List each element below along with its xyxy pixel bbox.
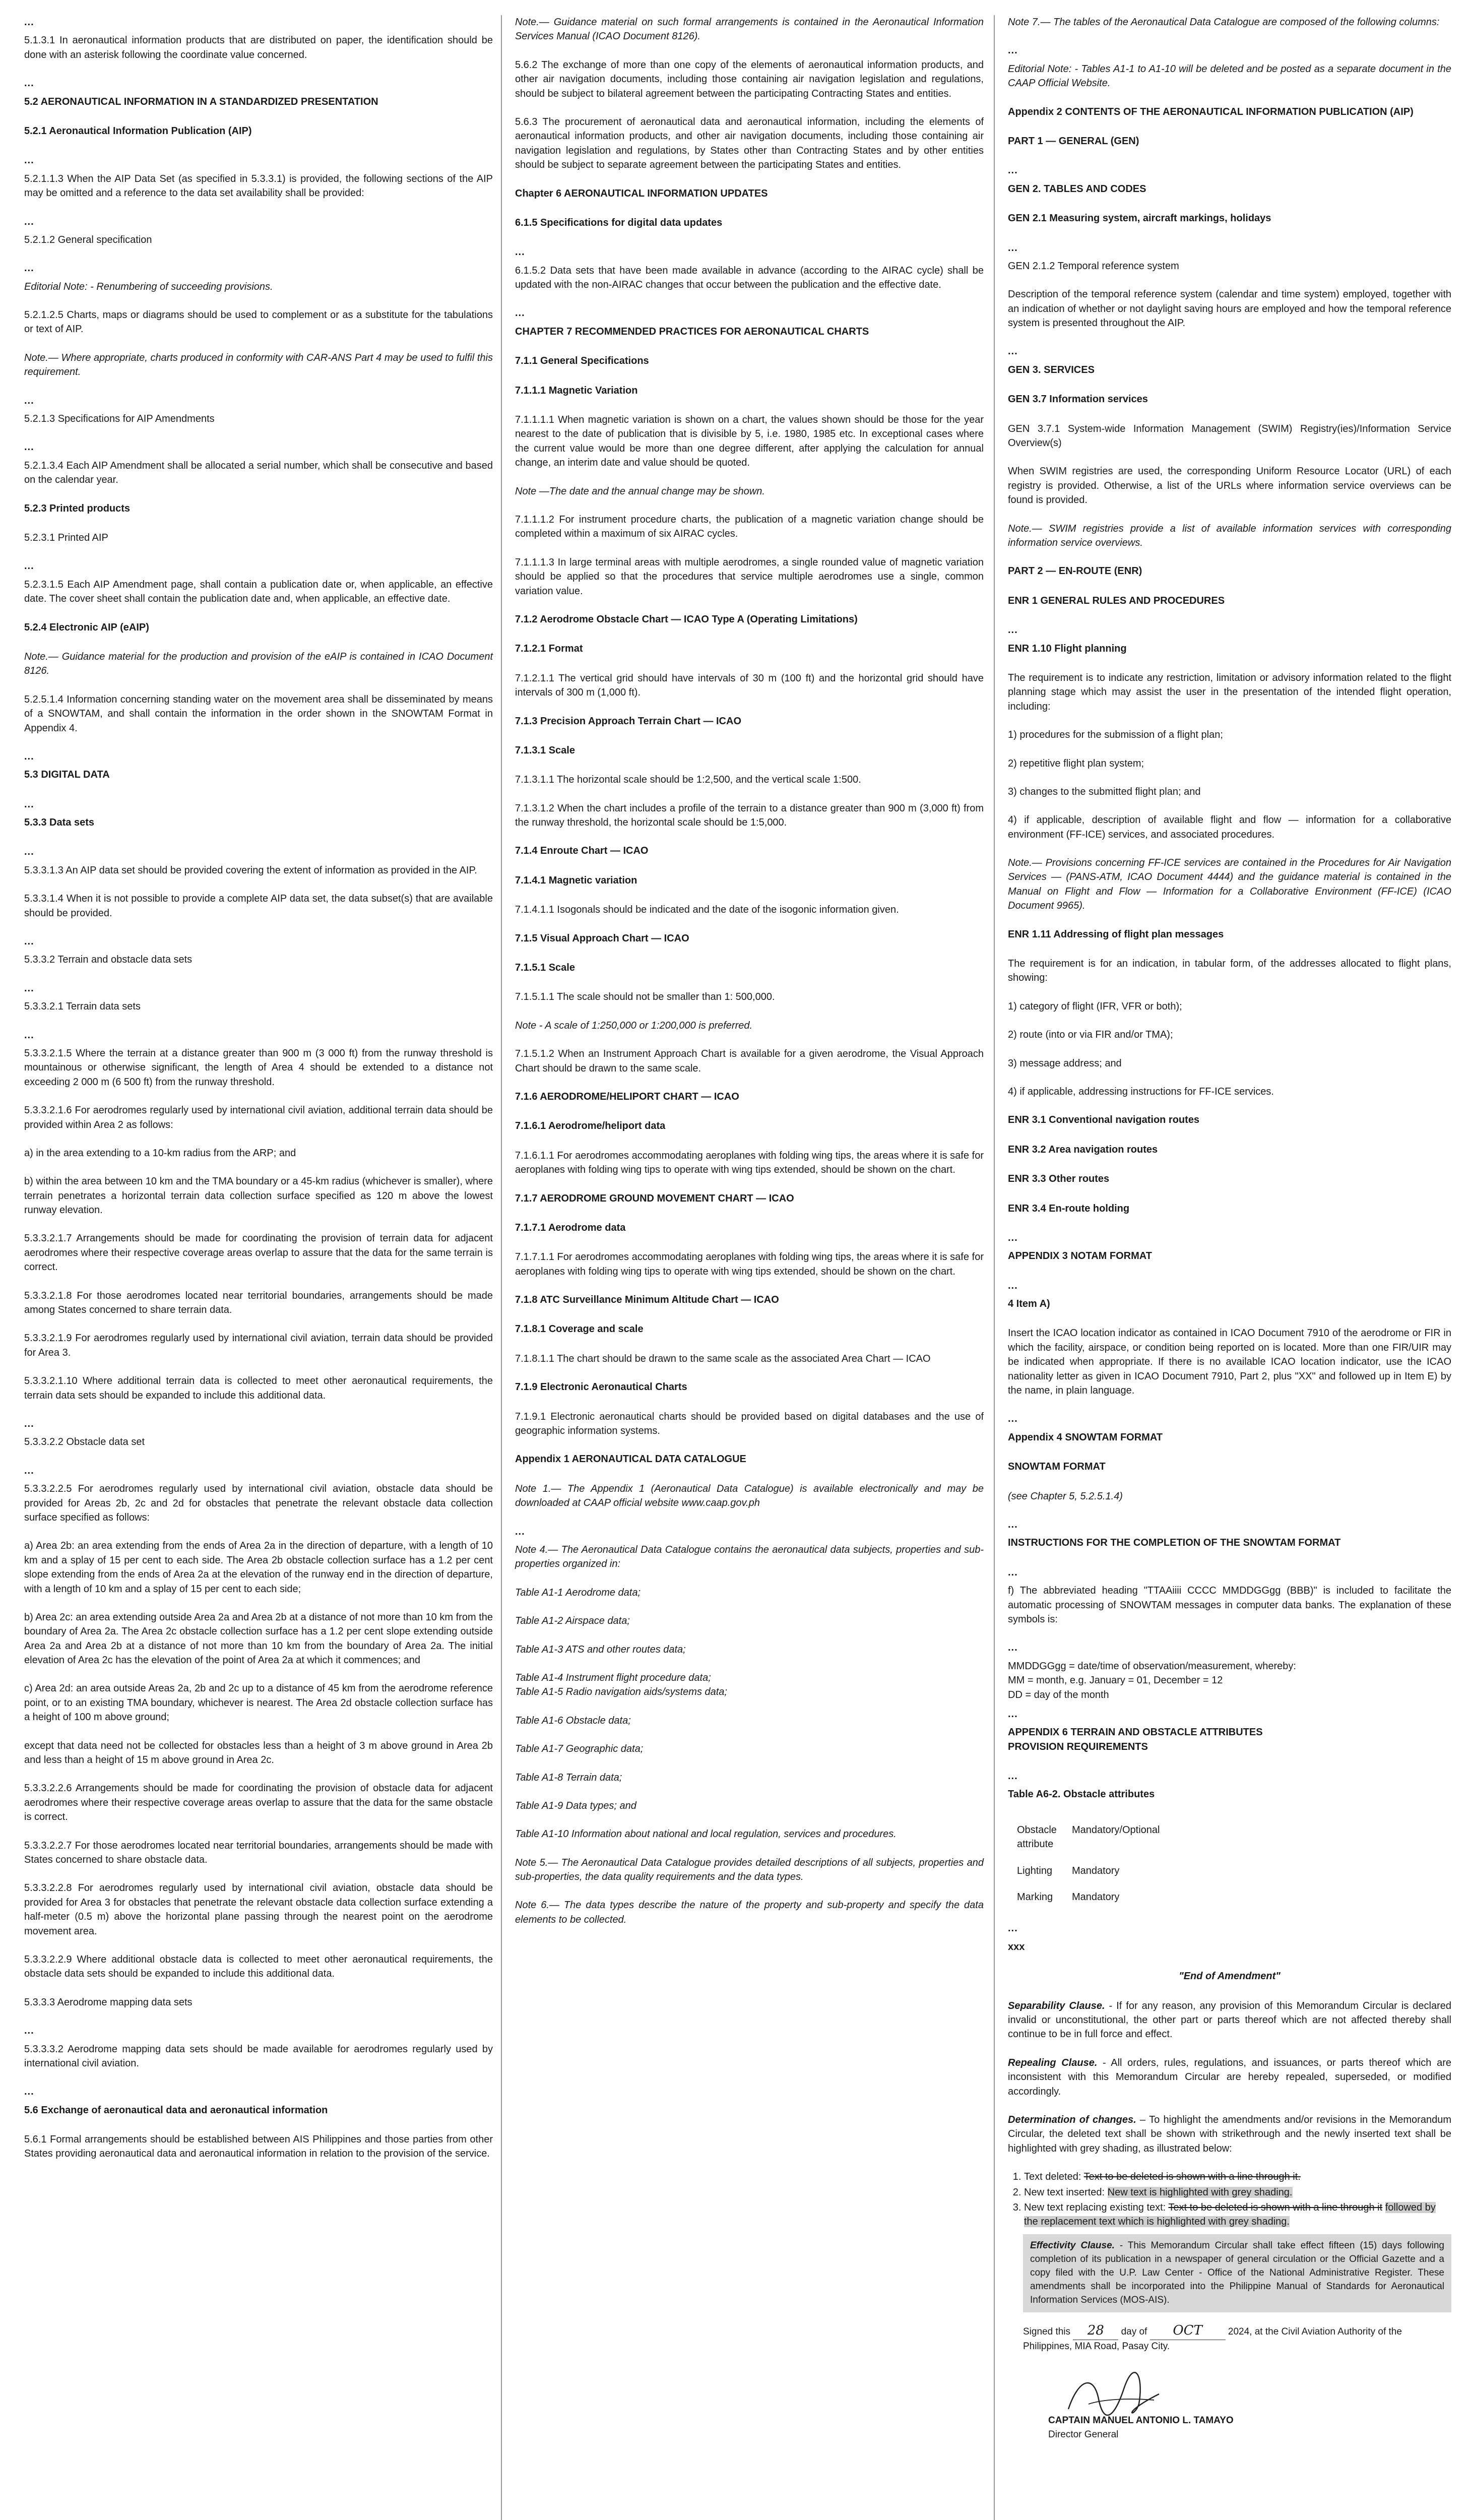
paragraph: 5.3.3.2.1.6 For aerodromes regularly used by international civil aviation, additional terrain data should be provided within Area 2 as follows: (24, 1105, 493, 1130)
section-heading: 7.1.3 Precision Approach Terrain Chart — ICAO (515, 715, 742, 727)
section-heading: 7.1.8 ATC Surveillance Minimum Altitude Chart — ICAO (515, 1294, 779, 1306)
paragraph: 3) message address; and (1008, 1057, 1122, 1069)
paragraph: 5.2.3.1.5 Each AIP Amendment page, shall contain a publication date or, when applicable, an effective date. The cover sheet shall contain the publication date and, when applicable, an effective date. (24, 579, 493, 605)
table-cell: Marking (1017, 1892, 1053, 1903)
note-text: Table A1-9 Data types; and (515, 1800, 636, 1811)
section-heading: 5.3.3 Data sets (24, 817, 94, 829)
paragraph: 4) if applicable, description of available flight and flow — information for a collaborative environment (FF-ICE) services, and associated procedures. (1008, 814, 1451, 840)
section-heading: 7.1.5 Visual Approach Chart — ICAO (515, 932, 689, 944)
paragraph: 5.3.3.2.1.10 Where additional terrain data is collected to meet other aeronautical requirements, the terrain data sets should be expanded to include this additional data. (24, 1375, 493, 1401)
signatory-name: CAPTAIN MANUEL ANTONIO L. TAMAYO (1048, 2415, 1234, 2426)
section-heading: CHAPTER 7 RECOMMENDED PRACTICES FOR AERONAUTICAL CHARTS (515, 326, 869, 337)
signing-line (1023, 2321, 1451, 2354)
separability-text: - If for any reason, any provision of this Memorandum Circular is declared invalid or unconstitutional, the other part or parts thereof which are not affected thereby shall continue to be in full force and effect. (1008, 2000, 1451, 2040)
paragraph: 2) repetitive flight plan system; (1008, 758, 1144, 769)
ellipsis: ... (1008, 1771, 1018, 1782)
table-cell: Mandatory (1071, 1892, 1120, 1903)
paragraph: The requirement is to indicate any restriction, limitation or advisory information related to the flight planning stage which may assist the user in the presentation of the intended flight operation, including: (1008, 672, 1451, 712)
ellipsis: ... (24, 560, 34, 572)
ellipsis: ... (1008, 1642, 1018, 1654)
section-heading: GEN 2. TABLES AND CODES (1008, 183, 1146, 195)
paragraph: GEN 3.7.1 System-wide Information Management (SWIM) Registry(ies)/Information Service Overview(s) (1008, 423, 1451, 449)
section-heading: GEN 2.1 Measuring system, aircraft markings, holidays (1008, 213, 1271, 224)
column-left (24, 15, 493, 2175)
legend-label: Text deleted: (1024, 2171, 1084, 2183)
signed-text: day of (1121, 2326, 1147, 2337)
paragraph: 5.3.3.2.1 Terrain data sets (24, 1001, 141, 1013)
note-text: Note 5.— The Aeronautical Data Catalogue provides detailed descriptions of all subjects, properties and sub-properties, the data quality requirements and the data types. (515, 1857, 984, 1883)
section-heading: Chapter 6 AERONAUTICAL INFORMATION UPDATES (515, 187, 768, 199)
effectivity-clause (1023, 2234, 1451, 2312)
paragraph: a) in the area extending to a 10-km radius from the ARP; and (24, 1147, 296, 1159)
paragraph: 5.3.3.2.2.7 For those aerodromes located near territorial boundaries, arrangements should be made with States concerned to share obstacle data. (24, 1840, 493, 1865)
paragraph: 7.1.2.1.1 The vertical grid should have intervals of 30 m (100 ft) and the horizontal grid should have intervals of 300 m (1,000 ft). (515, 672, 984, 699)
paragraph: 7.1.9.1 Electronic aeronautical charts should be provided based on digital databases and the use of geographic information systems. (515, 1411, 984, 1437)
section-heading: Appendix 4 SNOWTAM FORMAT (1008, 1431, 1163, 1443)
note-text: Table A1-3 ATS and other routes data; (515, 1644, 686, 1655)
paragraph: Insert the ICAO location indicator as contained in ICAO Document 7910 of the aerodrome or FIR in which the facility, airspace, or condition being reported on is located. More than one FIR/UIR may be indicated when appropriate. If there is no available ICAO location indicator, use the ICAO nationality letter as given in ICAO Document 7910, Part 2, plus "XX" and followed up in Item E) by the name, in plain language. (1008, 1328, 1451, 1397)
section-heading: PART 1 — GENERAL (GEN) (1008, 135, 1139, 147)
paragraph: b) within the area between 10 km and the TMA boundary or a 45-km radius (whichever is smaller), where terrain penetrates a horizontal terrain data collection surface specified as 120 m above the lowest runway elevation. (24, 1176, 493, 1216)
note-text: Note.— SWIM registries provide a list of available information services with corresponding information service overviews. (1008, 523, 1451, 548)
ellipsis: ... (515, 1526, 525, 1537)
note-text: Table A1-7 Geographic data; (515, 1743, 644, 1755)
section-heading: ENR 3.4 En-route holding (1008, 1203, 1130, 1214)
table-row (1017, 1817, 1175, 1858)
paragraph: except that data need not be collected for obstacles less than a height of 3 m above ground in Area 2b and less than a height of 15 m above ground in Area 2c. (24, 1740, 493, 1766)
ellipsis: ... (24, 936, 34, 948)
determination-text: – To highlight the amendments and/or revisions in the Memorandum Circular, the deleted text shall be shown with strikethrough and the newly inserted text shall be highlighted with grey shading, as illustrated below: (1008, 2114, 1451, 2154)
paragraph: 7.1.3.1.2 When the chart includes a profile of the terrain to a distance greater than 900 m (3,000 ft) from the runway threshold, the horizontal scale should be 1:5,000. (515, 802, 984, 829)
note-text: Note.— Guidance material for the production and provision of the eAIP is contained in ICAO Document 8126. (24, 651, 493, 677)
paragraph: 5.2.1.1.3 When the AIP Data Set (as specified in 5.3.3.1) is provided, the following sections of the AIP may be omitted and a reference to the data set availability shall be provided: (24, 173, 493, 199)
note-text: Table A1-6 Obstacle data; (515, 1715, 631, 1726)
paragraph: When SWIM registries are used, the corresponding Uniform Resource Locator (URL) of each registry is provided. Otherwise, a list of the URLs where information service overviews can be found is provided. (1008, 466, 1451, 506)
section-heading: SNOWTAM FORMAT (1008, 1461, 1106, 1473)
section-heading: 4 Item A) (1008, 1298, 1050, 1310)
ellipsis: ... (24, 798, 34, 810)
section-heading: GEN 3.7 Information services (1008, 394, 1148, 405)
note-text: Table A1-2 Airspace data; (515, 1615, 630, 1627)
paragraph: 6.1.5.2 Data sets that have been made available in advance (according to the AIRAC cycle) shall be updated with the non-AIRAC changes that occur between the publication and the effective date. (515, 265, 984, 291)
paragraph: 5.3.3.2.2.8 For aerodromes regularly used by international civil aviation, obstacle data should be provided for Area 3 for obstacles that penetrate the relevant obstacle data collection surface extending a half-meter (0.5 m) above the horizontal plane passing through the nearest point on the aerodrome movement area. (24, 1882, 493, 1937)
section-heading: 5.2 AERONAUTICAL INFORMATION IN A STANDARDIZED PRESENTATION (24, 96, 378, 107)
paragraph: 5.2.1.3 Specifications for AIP Amendments (24, 413, 215, 425)
section-heading: 7.1.6 AERODROME/HELIPORT CHART — ICAO (515, 1091, 739, 1102)
ellipsis: ... (1008, 1566, 1018, 1578)
paragraph: 5.6.2 The exchange of more than one copy of the elements of aeronautical information products, and other air navigation documents, including those containing air navigation legislation and regulations, should be subject to bilateral agreement between the participating Contracting States and entities. (515, 59, 984, 99)
paragraph: f) The abbreviated heading "TTAAiiii CCCC MMDDGGgg (BBB)" is included to facilitate the automatic processing of SNOWTAM messages in computer data banks. The explanation of these symbols is: (1008, 1585, 1451, 1625)
repealing-label: Repealing Clause. (1008, 2057, 1098, 2068)
ellipsis: ... (1008, 1923, 1018, 1934)
ellipsis: ... (24, 395, 34, 406)
legend-label: New text inserted: (1024, 2186, 1108, 2198)
paragraph: GEN 2.1.2 Temporal reference system (1008, 260, 1179, 272)
paragraph: 5.2.3.1 Printed AIP (24, 532, 108, 543)
ellipsis: ... (24, 2086, 34, 2098)
legend-item-replaced (1024, 2200, 1451, 2229)
section-heading: 7.1.5.1 Scale (515, 962, 575, 974)
paragraph: 5.3.3.3.2 Aerodrome mapping data sets should be made available for aerodromes regularly used by international civil aviation. (24, 2043, 493, 2069)
paragraph: 5.2.1.2 General specification (24, 234, 152, 245)
ellipsis: ... (24, 846, 34, 858)
section-heading: 7.1.7.1 Aerodrome data (515, 1222, 626, 1233)
paragraph: 5.3.3.2 Terrain and obstacle data sets (24, 954, 193, 966)
section-heading: PART 2 — EN-ROUTE (ENR) (1008, 565, 1142, 577)
paragraph: c) Area 2d: an area outside Areas 2a, 2b and 2c up to a distance of 45 km from the aerodrome reference point, or to an existing TMA boundary, whichever is nearest. The Area 2d obstacle collection surface has a height of 100 m above ground; (24, 1683, 493, 1723)
paragraph: 5.3.3.2.2.6 Arrangements should be made for coordinating the provision of obstacle data for adjacent aerodromes where their respective coverage areas overlap to assure that the data for the same obstacle is correct. (24, 1783, 493, 1823)
determination-clause (1008, 2113, 1451, 2156)
column-divider (501, 15, 502, 2520)
table-cell: Mandatory (1071, 1865, 1120, 1876)
ellipsis: ... (24, 2025, 34, 2037)
table-row (1017, 1884, 1175, 1910)
section-heading: 7.1.4 Enroute Chart — ICAO (515, 845, 649, 857)
ellipsis: ... (515, 246, 525, 258)
paragraph: 1) procedures for the submission of a flight plan; (1008, 729, 1223, 741)
signed-day: 28 (1073, 2321, 1118, 2341)
note-text: Table A1-8 Terrain data; (515, 1772, 622, 1783)
paragraph: 1) category of flight (IFR, VFR or both); (1008, 1000, 1182, 1012)
ellipsis: ... (1008, 346, 1018, 357)
note-text: Note 4.— The Aeronautical Data Catalogue contains the aeronautical data subjects, properties and sub-properties organized in: (515, 1544, 984, 1570)
paragraph: 4) if applicable, addressing instructions for FF-ICE services. (1008, 1086, 1274, 1097)
table-cell: Mandatory/Optional (1071, 1824, 1160, 1836)
section-heading: 7.1.6.1 Aerodrome/heliport data (515, 1120, 666, 1132)
paragraph: 5.3.3.2.1.7 Arrangements should be made for coordinating the provision of terrain data for adjacent aerodromes where their respective coverage areas overlap to assure that the data for the same terrain is correct. (24, 1233, 493, 1273)
section-heading: ENR 1.10 Flight planning (1008, 643, 1127, 654)
section-heading: 5.2.4 Electronic AIP (eAIP) (24, 621, 149, 633)
ellipsis: ... (1008, 45, 1018, 56)
note-text: Table A1-10 Information about national and local regulation, services and procedures. (515, 1829, 897, 1840)
note-text: Note 7.— The tables of the Aeronautical Data Catalogue are composed of the following columns: (1008, 17, 1440, 28)
section-heading: 5.3 DIGITAL DATA (24, 769, 110, 781)
section-heading: 7.1.2 Aerodrome Obstacle Chart — ICAO Type A (Operating Limitations) (515, 613, 858, 625)
obstacle-attributes-table (1017, 1817, 1175, 1911)
column-right-flow (1008, 15, 1451, 1802)
separability-label: Separability Clause. (1008, 2000, 1105, 2011)
note-text: Note 1.— The Appendix 1 (Aeronautical Data Catalogue) is available electronically and may be downloaded at CAAP official website www.caap.gov.ph (515, 1483, 984, 1509)
paragraph: MMDDGGgg = date/time of observation/measurement, whereby: MM = month, e.g. January = 01, December = 12 DD = day of the month (1008, 1660, 1296, 1700)
paragraph: 5.3.3.2.1.5 Where the terrain at a distance greater than 900 m (3 000 ft) from the runway threshold is mountainous or otherwise significant, the length of Area 4 should be extended to a distance not exceeding 2 000 m (6 500 ft) from the runway threshold. (24, 1047, 493, 1088)
ellipsis: ... (24, 263, 34, 274)
column-middle (515, 15, 984, 1941)
paragraph: 5.3.3.2.2.9 Where additional obstacle data is collected to meet other aeronautical requirements, the obstacle data sets should be expanded to include this additional data. (24, 1954, 493, 1980)
note-text: Note.— Where appropriate, charts produced in conformity with CAR-ANS Part 4 may be used to fulfil this requirement. (24, 352, 493, 378)
ellipsis: ... (24, 216, 34, 227)
section-heading: Table A6-2. Obstacle attributes (1008, 1789, 1155, 1800)
paragraph: 7.1.5.1.2 When an Instrument Approach Chart is available for a given aerodrome, the Visual Approach Chart should be drawn to the same scale. (515, 1048, 984, 1074)
signed-text: 2024, at the Civil Aviation Authority of the Philippines, MIA Road, Pasay City. (1023, 2326, 1402, 2352)
signed-text: Signed this (1023, 2326, 1071, 2337)
ellipsis: ... (1008, 1708, 1018, 1720)
ellipsis: ... (1008, 1413, 1018, 1425)
legend-item-deleted (1024, 2170, 1451, 2184)
paragraph: 5.2.1.3.4 Each AIP Amendment shall be allocated a serial number, which shall be consecutive and based on the calendar year. (24, 460, 493, 486)
section-heading: ENR 3.1 Conventional navigation routes (1008, 1114, 1200, 1126)
legend-sample-strike: Text to be deleted is shown with a line through it (1168, 2201, 1383, 2213)
paragraph: 5.1.3.1 In aeronautical information products that are distributed on paper, the identification should be done with an asterisk following the coordinate value concerned. (24, 35, 493, 60)
paragraph: 5.6.3 The procurement of aeronautical data and aeronautical information, including the elements of aeronautical information products, and other air navigation documents, including those containing air navigation legislation and regulations, by States other than Contracting States and by other entities should be subject to separate agreement between the participating States and entities. (515, 116, 984, 171)
paragraph: 5.2.1.2.5 Charts, maps or diagrams should be used to complement or as a substitute for the tabulations or text of AIP. (24, 309, 493, 335)
section-heading: 7.1.8.1 Coverage and scale (515, 1324, 644, 1335)
paragraph: 3) changes to the submitted flight plan; and (1008, 786, 1201, 797)
ellipsis: ... (24, 78, 34, 89)
section-heading: 5.2.3 Printed products (24, 502, 131, 514)
paragraph: 5.3.3.1.3 An AIP data set should be provided covering the extent of information as provided in the AIP. (24, 864, 477, 876)
paragraph: 5.3.3.2.1.9 For aerodromes regularly used by international civil aviation, terrain data should be provided for Area 3. (24, 1333, 493, 1358)
ellipsis: ... (1008, 1519, 1018, 1530)
section-heading: 7.1.1 General Specifications (515, 355, 649, 367)
note-text: Table A1-4 Instrument flight procedure data; Table A1-5 Radio navigation aids/systems data; (515, 1672, 727, 1698)
separability-clause (1008, 1999, 1451, 2042)
table-cell: Lighting (1017, 1865, 1053, 1876)
column-divider (994, 15, 995, 2520)
ellipsis: ... (24, 1418, 34, 1429)
note-text: Note.— Guidance material on such formal arrangements is contained in the Aeronautical Information Services Manual (ICAO Document 8126). (515, 17, 984, 42)
ellipsis: ... (1008, 1280, 1018, 1291)
note-text: Editorial Note: - Tables A1-1 to A1-10 will be deleted and be posted as a separate document in the CAAP Official Website. (1008, 63, 1451, 89)
section-heading: 7.1.7 AERODROME GROUND MOVEMENT CHART — ICAO (515, 1192, 794, 1204)
effectivity-label: Effectivity Clause. (1030, 2240, 1115, 2251)
paragraph: 7.1.1.1.3 In large terminal areas with multiple aerodromes, a single rounded value of magnetic variation should be applied so that the procedures that service multiple aerodromes use a single, common variation value. (515, 556, 984, 597)
determination-label: Determination of changes. (1008, 2114, 1136, 2125)
paragraph: 7.1.7.1.1 For aerodromes accommodating aeroplanes with folding wing tips, the areas where it is safe for aeroplanes with folding wing tips to operate with wing tips extended, should be shown on the chart. (515, 1251, 984, 1277)
paragraph: 7.1.5.1.1 The scale should not be smaller than 1: 500,000. (515, 991, 775, 1003)
note-text: Editorial Note: - Renumbering of succeeding provisions. (24, 281, 273, 292)
note-text: Note.— Provisions concerning FF-ICE services are contained in the Procedures for Air Navigation Services — (PANS-ATM, ICAO Document 4444) and the guidance material is contained in the Manual on Flight and Flow — Information for a Collaborative Environment (FF-ICE) (ICAO Document 9965). (1008, 857, 1451, 912)
ellipsis: ... (24, 750, 34, 762)
section-heading: 7.1.2.1 Format (515, 643, 583, 655)
paragraph: 5.3.3.2.1.8 For those aerodromes located near territorial boundaries, arrangements should be made among States concerned to share terrain data. (24, 1290, 493, 1316)
note-text: Note 6.— The data types describe the nature of the property and sub-property and specify the data elements to be collected. (515, 1900, 984, 1925)
section-heading: 6.1.5 Specifications for digital data updates (515, 217, 723, 228)
legend-label: New text replacing existing text: (1024, 2201, 1169, 2213)
section-heading: APPENDIX 6 TERRAIN AND OBSTACLE ATTRIBUTES PROVISION REQUIREMENTS (1008, 1727, 1263, 1752)
ellipsis: ... (1008, 1232, 1018, 1243)
paragraph: 7.1.4.1.1 Isogonals should be indicated and the date of the isogonic information given. (515, 904, 899, 916)
legend-sample-grey: followed by the replacement text which is highlighted with grey shading. (1024, 2201, 1436, 2228)
paragraph: 2) route (into or via FIR and/or TMA); (1008, 1029, 1173, 1041)
end-marker: xxx (1008, 1941, 1025, 1952)
legend-sample-strike: Text to be deleted is shown with a line through it. (1083, 2171, 1301, 2183)
section-heading: ENR 1 GENERAL RULES AND PROCEDURES (1008, 595, 1225, 606)
paragraph: 5.3.3.3 Aerodrome mapping data sets (24, 1996, 193, 2008)
section-heading: 5.2.1 Aeronautical Information Publication (AIP) (24, 125, 252, 137)
note-text: (see Chapter 5, 5.2.5.1.4) (1008, 1490, 1123, 1502)
section-heading: ENR 3.2 Area navigation routes (1008, 1144, 1158, 1155)
section-heading: Appendix 2 CONTENTS OF THE AERONAUTICAL INFORMATION PUBLICATION (AIP) (1008, 106, 1414, 117)
paragraph: 7.1.3.1.1 The horizontal scale should be 1:2,500, and the vertical scale 1:500. (515, 774, 861, 786)
paragraph: a) Area 2b: an area extending from the ends of Area 2a in the direction of departure, with a length of 10 km and a splay of 15 per cent to each side. The Area 2b obstacle collection surface has a 1.2 per cent slope extending from the ends of Area 2a at the elevation of the runway end in the direction of departure, with a length of 10 km and a splay of 15 per cent to each side; (24, 1540, 493, 1595)
ellipsis: ... (24, 982, 34, 994)
paragraph: 7.1.1.1.2 For instrument procedure charts, the publication of a magnetic variation change should be completed within a maximum of six AIRAC cycles. (515, 514, 984, 540)
ellipsis: ... (24, 1465, 34, 1476)
paragraph: 7.1.6.1.1 For aerodromes accommodating aeroplanes with folding wing tips, the areas where it is safe for aeroplanes with folding wing tips to operate with wing tips extended, should be shown on the chart. (515, 1150, 984, 1176)
signature-block (1048, 2369, 1451, 2444)
paragraph: b) Area 2c: an area extending outside Area 2a and Area 2b at a distance of not more than 10 km from the boundary of Area 2a. The Area 2c obstacle collection surface has a 1.2 per cent slope extending outside Area 2a and Area 2b at a distance of not more than 10 km from the boundary of Area 2a. The initial elevation of Area 2c has the elevation of the point of Area 2a at which it commences; and (24, 1611, 493, 1666)
ellipsis: ... (24, 17, 34, 28)
ellipsis: ... (1008, 624, 1018, 636)
section-heading: 7.1.3.1 Scale (515, 744, 575, 756)
table-row (1017, 1858, 1175, 1884)
section-heading: GEN 3. SERVICES (1008, 364, 1095, 375)
note-text: Note —The date and the annual change may be shown. (515, 485, 765, 497)
signed-month: OCT (1150, 2321, 1226, 2341)
note-text: Table A1-1 Aerodrome data; (515, 1587, 641, 1598)
ellipsis: ... (24, 155, 34, 166)
paragraph: 5.6.1 Formal arrangements should be established between AIS Philippines and those parties from other States providing aeronautical data and aeronautical information in relation to the provision of the service. (24, 2134, 493, 2160)
ellipsis: ... (1008, 165, 1018, 176)
ellipsis: ... (24, 1029, 34, 1041)
section-heading: 5.6 Exchange of aeronautical data and aeronautical information (24, 2104, 328, 2116)
end-of-amendment: "End of Amendment" (1179, 1971, 1281, 1982)
paragraph: 5.3.3.2.2 Obstacle data set (24, 1436, 145, 1448)
note-text: Note - A scale of 1:250,000 or 1:200,000 is preferred. (515, 1020, 753, 1031)
amendment-legend (1008, 2170, 1451, 2229)
ellipsis: ... (515, 307, 525, 319)
paragraph: Description of the temporal reference system (calendar and time system) employed, together with an indication of whether or not daylight saving hours are employed and how the temporal reference system is presented throughout the AIP. (1008, 289, 1451, 329)
column-right (1008, 15, 1451, 2444)
paragraph: 5.3.3.2.2.5 For aerodromes regularly used by international civil aviation, obstacle data should be provided for Areas 2b, 2c and 2d for obstacles that penetrate the relevant obstacle data collection surface specified as follows: (24, 1483, 493, 1523)
section-heading: ENR 1.11 Addressing of flight plan messages (1008, 928, 1224, 940)
signatory-title: Director General (1048, 2429, 1119, 2440)
table-cell: Obstacle attribute (1017, 1824, 1057, 1850)
legend-sample-grey: New text is highlighted with grey shading. (1107, 2186, 1293, 2198)
paragraph: 7.1.8.1.1 The chart should be drawn to the same scale as the associated Area Chart — ICAO (515, 1353, 931, 1364)
repealing-clause (1008, 2056, 1451, 2099)
ellipsis: ... (24, 442, 34, 453)
effectivity-text: - This Memorandum Circular shall take effect fifteen (15) days following completion of its publication in a newspaper of general circulation or the Official Gazette and a copy filed with the U.P. Law Center - Office of the National Administrative Register. These amendments shall be incorporated into the Philippine Manual of Standards for Aeronautical Information Services (MOS-AIS). (1030, 2240, 1445, 2305)
repealing-text: - All orders, rules, regulations, and issuances, or parts thereof which are inconsistent with this Memorandum Circular are hereby repealed, superseded, or modified accordingly. (1008, 2057, 1451, 2097)
section-heading: ENR 3.3 Other routes (1008, 1173, 1110, 1185)
section-heading: 7.1.4.1 Magnetic variation (515, 874, 637, 886)
paragraph: The requirement is for an indication, in tabular form, of the addresses allocated to flight plans, showing: (1008, 958, 1451, 984)
section-heading: Appendix 1 AERONAUTICAL DATA CATALOGUE (515, 1454, 746, 1465)
section-heading: 7.1.9 Electronic Aeronautical Charts (515, 1381, 687, 1393)
ellipsis: ... (1008, 242, 1018, 254)
section-heading: APPENDIX 3 NOTAM FORMAT (1008, 1250, 1152, 1262)
legend-item-inserted (1024, 2185, 1451, 2199)
paragraph: 7.1.1.1.1 When magnetic variation is shown on a chart, the values shown should be those for the year nearest to the date of publication that is divisible by 5, i.e. 1980, 1985 etc. In exceptional cases where the current value would be more than one degree different, after applying the calculation for annual change, an interim date and value should be quoted. (515, 414, 984, 469)
section-heading: 7.1.1.1 Magnetic Variation (515, 385, 638, 396)
section-heading: INSTRUCTIONS FOR THE COMPLETION OF THE SNOWTAM FORMAT (1008, 1537, 1341, 1549)
paragraph: 5.2.5.1.4 Information concerning standing water on the movement area shall be disseminated by means of a SNOWTAM, and shall contain the information in the order shown in the SNOWTAM Format in Appendix 4. (24, 694, 493, 734)
paragraph: 5.3.3.1.4 When it is not possible to provide a complete AIP data set, the data subset(s) that are available should be provided. (24, 893, 493, 919)
